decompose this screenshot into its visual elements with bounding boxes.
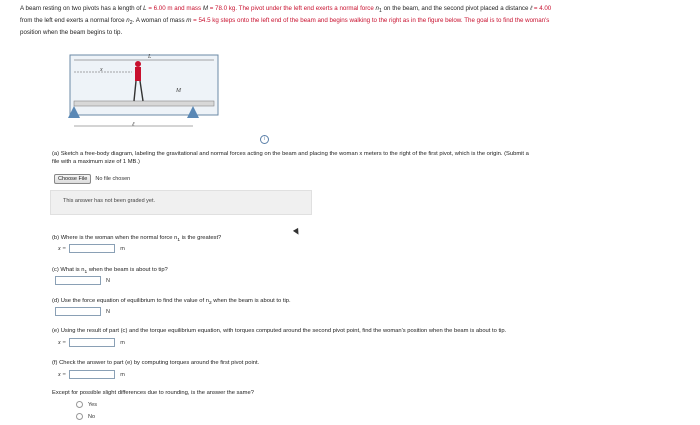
part-g-question [52,389,254,397]
part-f-text: (f) Check the answer to part (e) by computing torques around the first pivot point. [52,360,260,366]
part-b-text: (b) Where is the woman when the normal force n [52,235,178,241]
part-c-text2: when the beam is about to tip? [87,267,168,273]
radio-no-label: No [88,413,96,420]
part-a-text: (a) Sketch a free-body diagram, labeling the gravitational and normal forces acting on the beam and placing the woman x meters to the right of the first pivot, which is the origin. (Submit a [52,151,529,157]
graded-notice [50,190,312,215]
file-status: No file chosen [95,176,131,182]
label-l: ℓ [132,122,135,128]
file-upload-row [54,174,130,184]
part-f-question [52,359,259,367]
value-M: = 78.0 kg. The pivot under the left end exerts a normal force [207,5,376,12]
radio-no[interactable] [76,413,83,420]
var-M: M [202,5,208,12]
problem-text: from the left end exerts a normal force [20,17,127,25]
part-a-question [52,150,692,166]
label-x: x [100,67,103,73]
value-l: = 4.00 [532,5,552,12]
radio-yes[interactable] [76,401,83,408]
value-m: = 54.5 kg steps onto the left end of the beam and begins walking to the right as in the figure below. The goal is to find the woman's [191,17,550,25]
radio-yes-label: Yes [88,401,97,408]
part-b-answer-row [58,244,125,253]
radio-option-no[interactable] [76,413,95,420]
var-m: m [186,17,192,25]
problem-text: A beam resting on two pivots has a length of [20,5,144,12]
part-e-input[interactable] [69,338,115,347]
part-e-question [52,327,692,335]
var-l: ℓ [530,5,533,12]
part-f-input[interactable] [69,370,115,379]
woman-body-icon [135,67,141,81]
part-c-sub: 1 [84,270,88,276]
part-f-answer-row [58,370,125,379]
info-icon[interactable]: i [260,135,269,144]
problem-text: on the beam, and the second pivot placed a distance [381,5,531,12]
label-M: M [176,88,181,94]
choose-file-button[interactable]: Choose File [54,174,91,184]
problem-text: . A woman of mass [132,17,187,25]
part-b-sub: 1 [177,238,181,244]
part-c-input[interactable] [55,276,101,285]
part-e-answer-row [58,338,125,347]
part-d-input[interactable] [55,307,101,316]
part-f-eq: x = [58,371,67,378]
beam-plank [74,101,214,106]
problem-text: position when the beam begins to tip. [20,29,123,37]
part-b-text2: is the greatest? [180,235,222,241]
part-g-text: Except for possible slight differences due to rounding, is the answer the same? [52,390,254,396]
part-e-eq: x = [58,339,67,346]
part-e-text: (e) Using the result of part (c) and the torque equilibrium equation, with torques computed around the second pivot point, find the woman's position when the beam is about to tip. [52,328,507,334]
mouse-cursor-icon [293,228,301,236]
var-n1-sub: 1 [379,8,382,15]
part-b-eq: x = [58,245,67,252]
part-e-unit: m [120,339,125,346]
part-d-answer-row [55,307,110,316]
part-c-answer-row [55,276,110,285]
var-L: L [143,5,147,12]
var-n2-sub: 2 [129,20,133,27]
part-b-unit: m [120,245,125,252]
value-L: = 6.00 m and mass [146,5,203,12]
beam-figure [60,40,230,128]
graded-text: This answer has not been graded yet. [63,198,156,204]
part-d-text: (d) Use the force equation of equilibrium to find the value of n [52,298,209,304]
radio-option-yes[interactable] [76,401,97,408]
woman-head-icon [135,61,141,67]
var-n1: n [375,5,379,12]
part-d-unit: N [106,308,110,315]
problem-statement [20,4,690,38]
part-b-input[interactable] [69,244,115,253]
part-d-sub: 2 [208,301,212,307]
beam-diagram-svg [60,40,230,140]
part-c-text: (c) What is n [52,267,85,273]
var-n2: n [126,17,130,25]
part-f-unit: m [120,371,125,378]
part-c-unit: N [106,277,110,284]
label-L: L [148,54,152,60]
part-a-text2: file with a maximum size of 1 MB.) [52,159,140,165]
part-d-text2: when the beam is about to tip. [211,298,291,304]
